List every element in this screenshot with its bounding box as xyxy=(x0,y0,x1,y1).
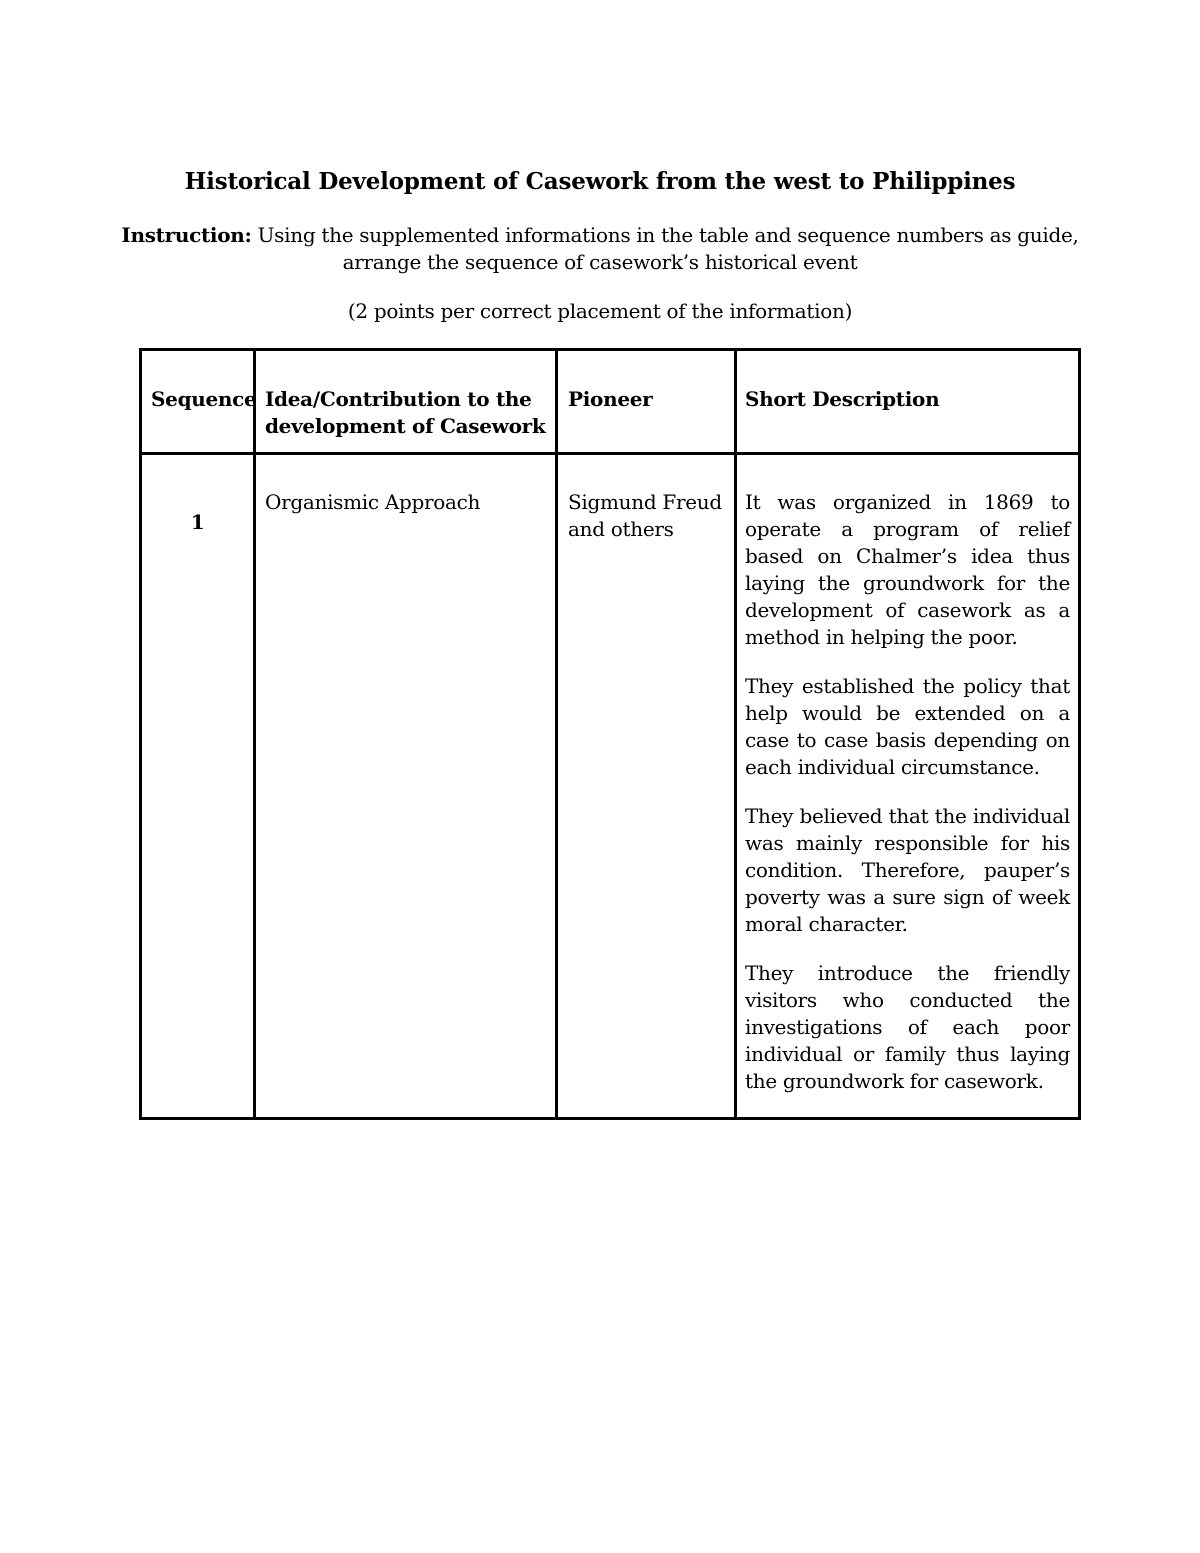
document-title: Historical Development of Casework from the west to Philippines xyxy=(184,168,1016,195)
header-sequence: Sequence xyxy=(141,350,255,454)
description-paragraph: They established the policy that help would be extended on a case to case basis depending on each individual circumstance. xyxy=(745,674,1070,779)
pioneer-cell: Sigmund Freud and others xyxy=(557,454,736,1119)
instruction-text-line1: Using the supplemented informations in the table and sequence numbers as guide, xyxy=(257,223,1079,247)
description-paragraph: They believed that the individual was mainly responsible for his condition. Therefore, pauper’s poverty was a sure sign of week moral character. xyxy=(745,804,1070,936)
header-pioneer: Pioneer xyxy=(557,350,736,454)
idea-cell: Organismic Approach xyxy=(255,454,557,1119)
description-paragraph: It was organized in 1869 to operate a program of relief based on Chalmer’s idea thus laying the groundwork for the development of casework as a method in helping the poor. xyxy=(745,490,1070,649)
table-row xyxy=(141,454,1080,1119)
header-short-description: Short Description xyxy=(736,350,1080,454)
sequence-number: 1 xyxy=(141,454,255,1119)
casework-table xyxy=(139,348,1081,1120)
instruction-text-line2: arrange the sequence of casework’s historical event xyxy=(342,250,858,274)
points-note: (2 points per correct placement of the information) xyxy=(347,299,853,323)
header-idea: Idea/Contribution to the development of Casework xyxy=(255,350,557,454)
instruction-label: Instruction: xyxy=(121,223,252,247)
table-header-row xyxy=(141,350,1080,454)
description-cell xyxy=(736,454,1080,1119)
description-paragraph: They introduce the friendly visitors who conducted the investigations of each poor individual or family thus laying the groundwork for casework. xyxy=(745,961,1070,1093)
instruction xyxy=(0,222,1200,276)
